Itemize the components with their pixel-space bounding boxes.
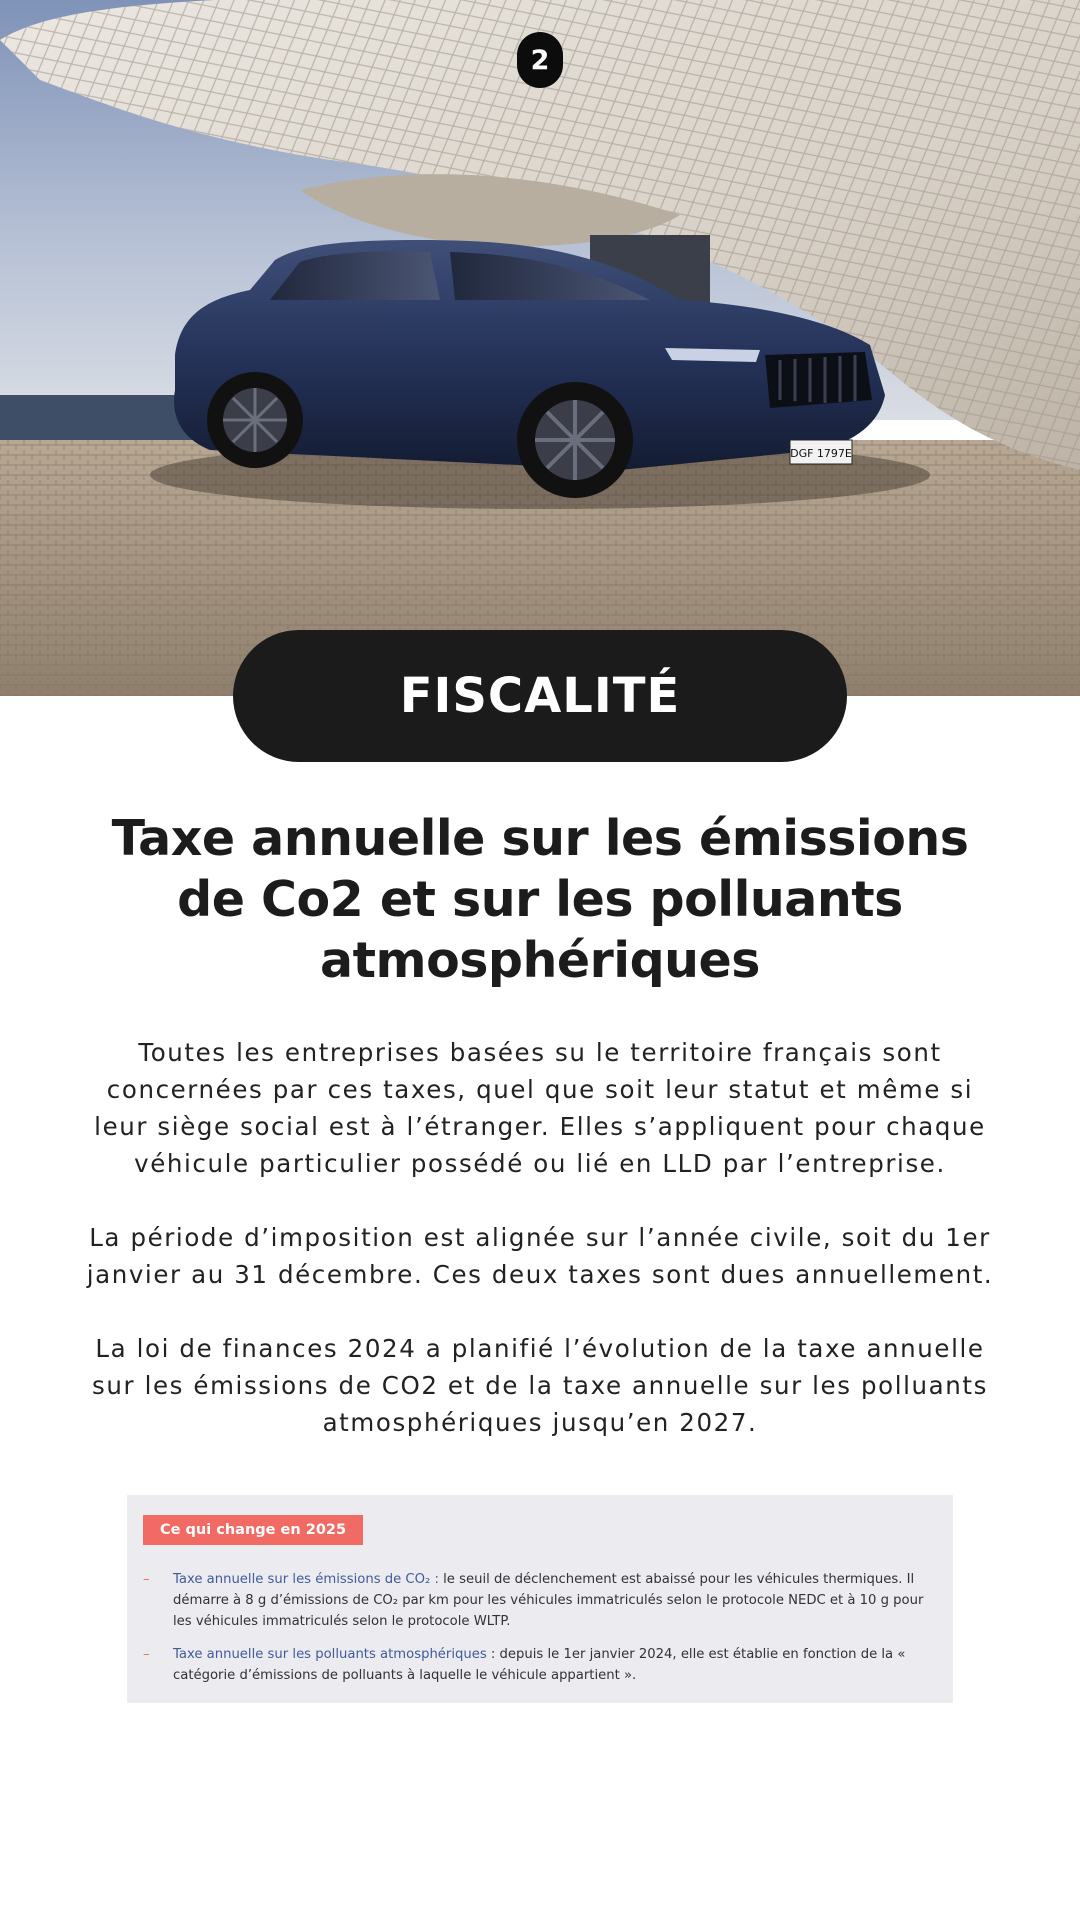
body-text — [80, 1034, 1000, 1478]
paragraph: La loi de finances 2024 a planifié l’évolution de la taxe annuelle sur les émissions de CO2 et de la taxe annuelle sur les polluants atmosphériques jusqu’en 2027. — [92, 1334, 988, 1437]
list-item-text: le seuil de déclenchement est abaissé pour les véhicules thermiques. Il démarre à 8 g d’émissions de CO₂ par km pour les véhicules immatriculés selon le protocole NEDC et à 10 g pour les véhicules immatriculés selon le protocole WLTP. — [173, 1572, 924, 1629]
list-item-lead: Taxe annuelle sur les polluants atmosphériques — [173, 1647, 487, 1662]
section-label: FISCALITÉ — [233, 630, 847, 762]
info-box-tag: Ce qui change en 2025 — [143, 1515, 363, 1545]
page-number-badge: 2 — [517, 32, 563, 88]
dash-bullet-icon: – — [143, 1647, 150, 1662]
list-item — [143, 1569, 933, 1632]
hero-image — [0, 0, 1080, 696]
info-list — [143, 1569, 933, 1698]
paragraph: Toutes les entreprises basées su le territoire français sont concernées par ces taxes, quel que soit leur statut et même si leur siège social est à l’étranger. Elles s’appliquent pour chaque véhicule particulier possédé ou lié en LLD par l’entreprise. — [94, 1038, 986, 1178]
license-plate: DGF 1797E — [790, 447, 852, 460]
list-item — [143, 1644, 933, 1686]
car-photo — [0, 0, 1080, 696]
info-box — [127, 1495, 953, 1703]
paragraph: La période d’imposition est alignée sur l’année civile, soit du 1er janvier au 31 décembre. Ces deux taxes sont dues annuellement. — [86, 1223, 994, 1289]
dash-bullet-icon: – — [143, 1572, 150, 1587]
list-item-lead: Taxe annuelle sur les émissions de CO₂ : — [173, 1572, 439, 1587]
page-title: Taxe annuelle sur les émissions de Co2 et sur les polluants atmosphériques — [111, 810, 969, 989]
list-item-text: : depuis le 1er janvier 2024, elle est établie en fonction de la « catégorie d’émissions de polluants à laquelle le véhicule appartient ». — [173, 1647, 906, 1683]
